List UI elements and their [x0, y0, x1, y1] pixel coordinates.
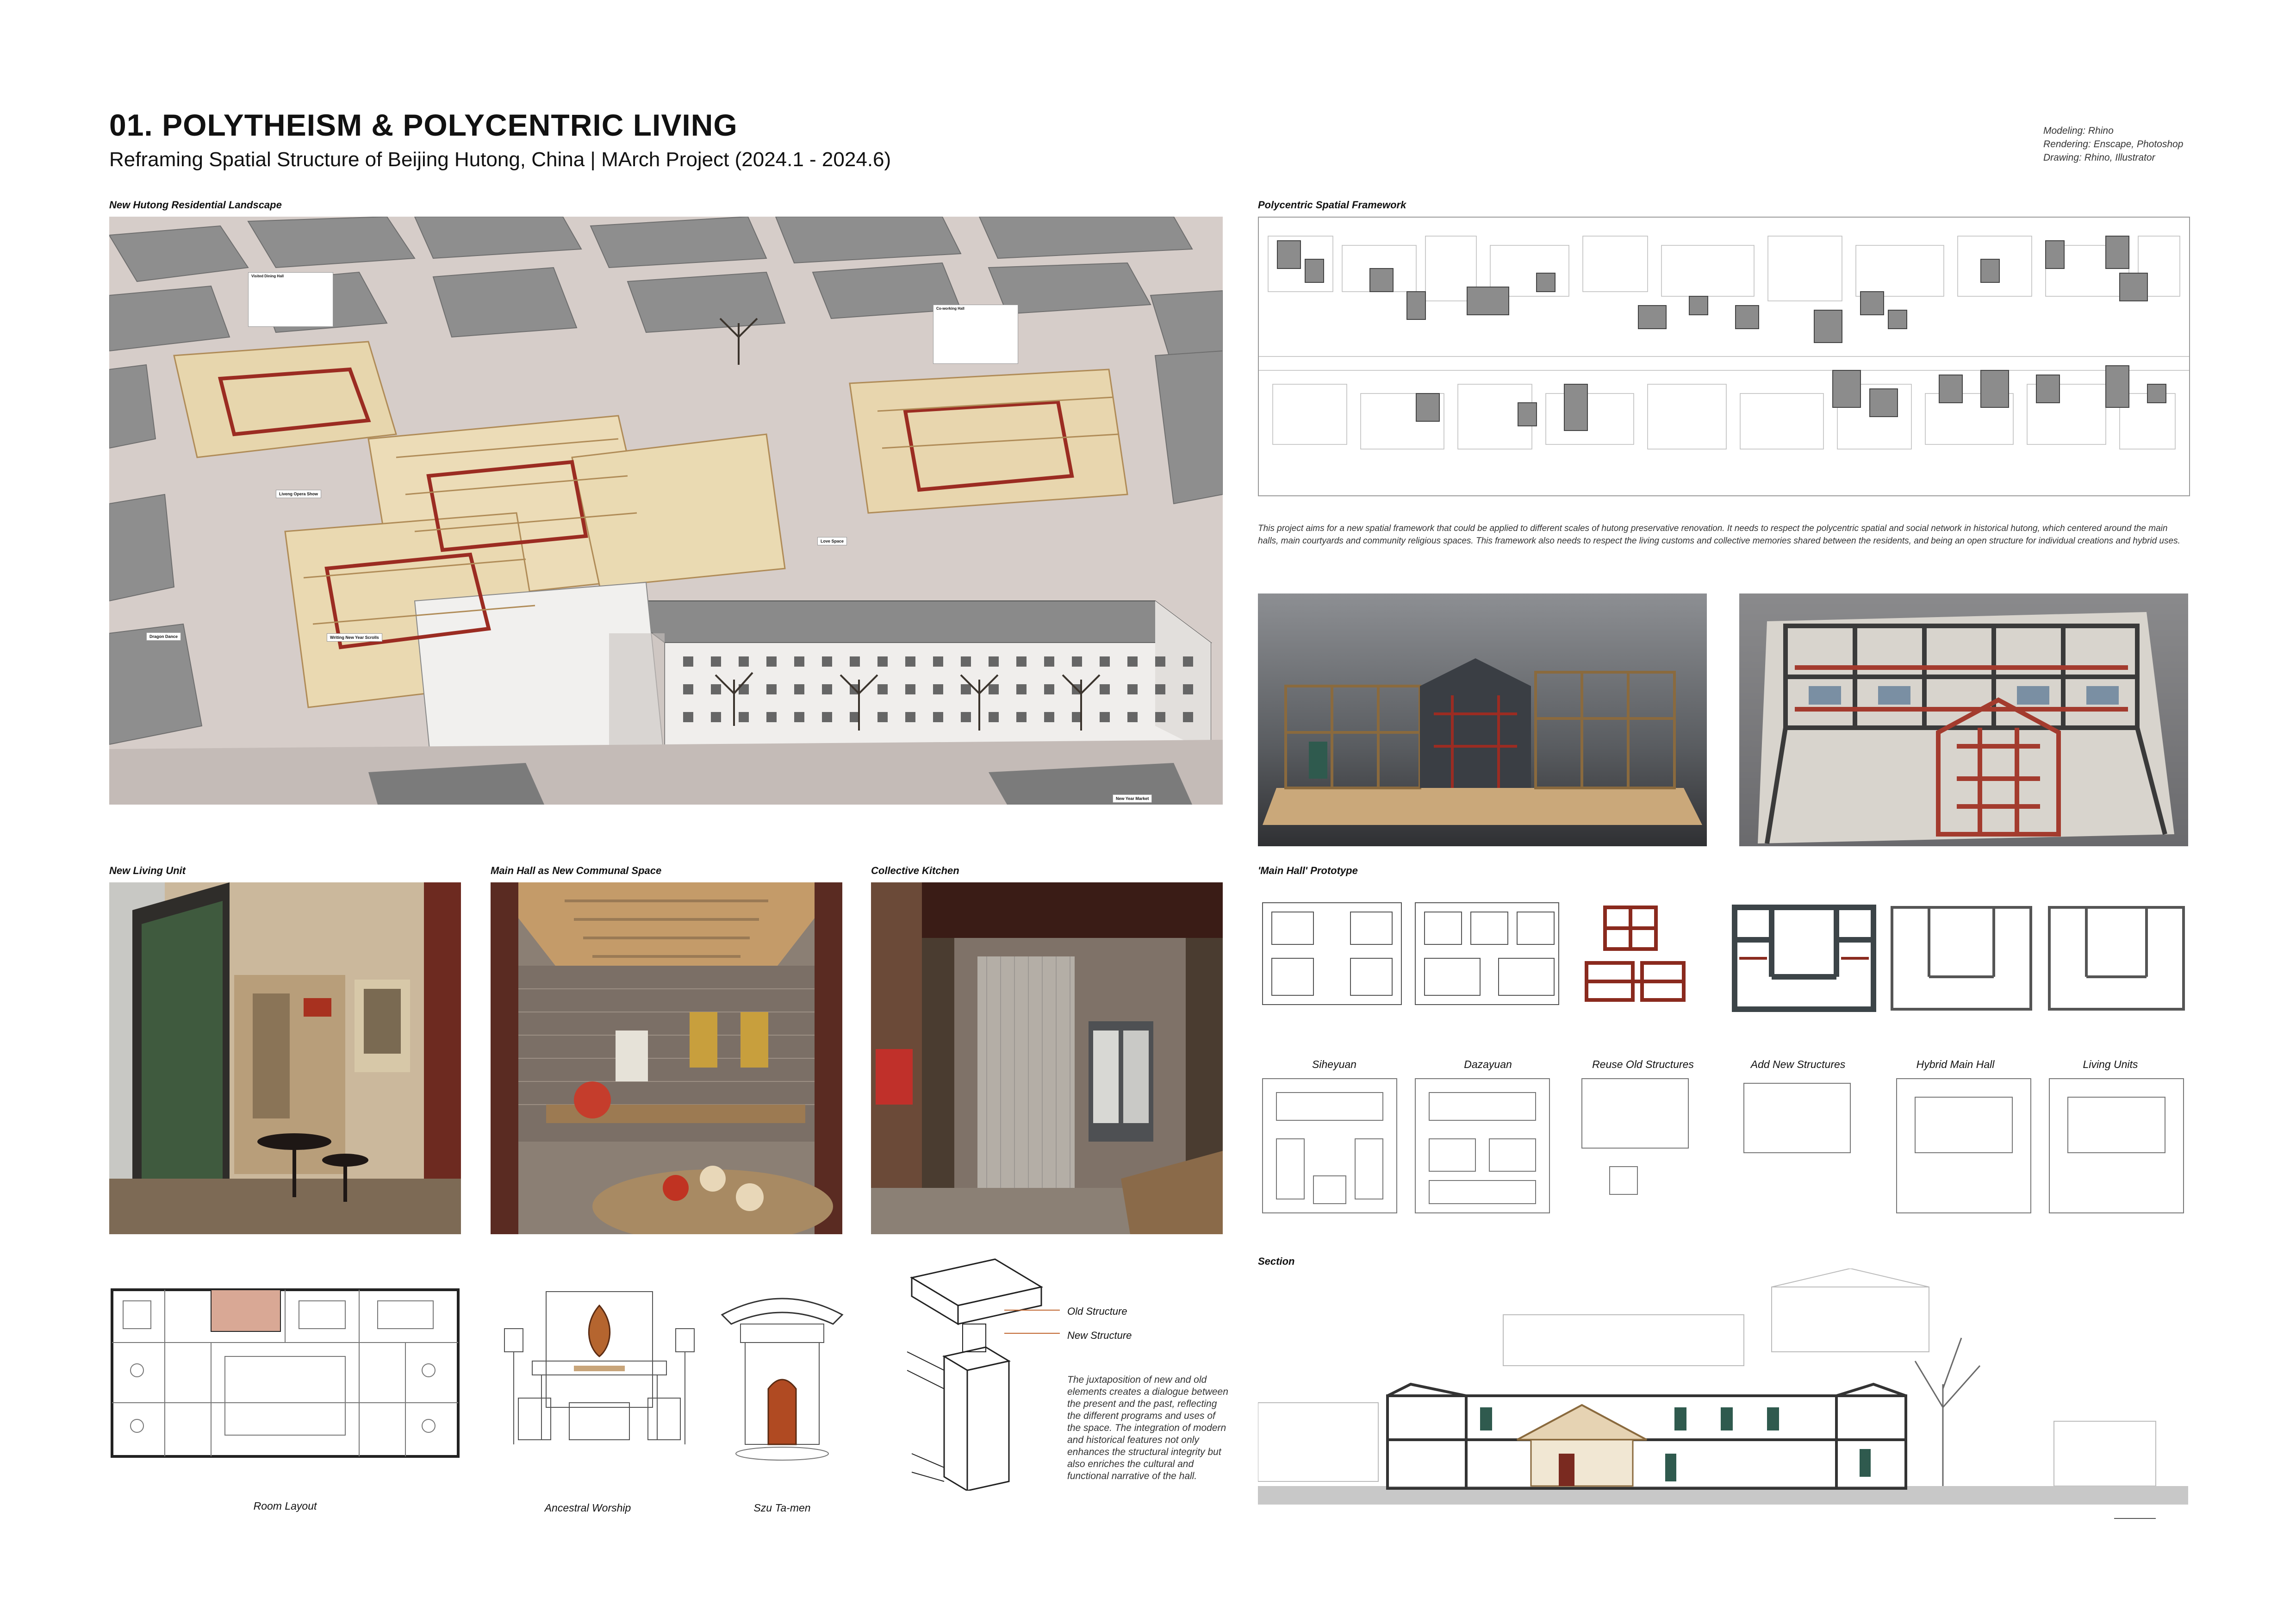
model-photo-axonometric-drawing: [1739, 593, 2188, 846]
room-layout-plan: [109, 1287, 461, 1463]
render-main-hall-drawing: [491, 882, 842, 1234]
page-title: 01. POLYTHEISM & POLYCENTRIC LIVING: [109, 108, 738, 142]
credit-modeling: Modeling: Rhino: [2043, 125, 2114, 136]
label-new-structure: New Structure: [1067, 1330, 1132, 1341]
szu-ta-men-drawing: [713, 1273, 852, 1468]
caption-section: Section: [1258, 1255, 1295, 1267]
caption-prototype: 'Main Hall' Prototype: [1258, 865, 1358, 876]
szu-ta-men-svg: [713, 1273, 852, 1468]
page-subtitle: Reframing Spatial Structure of Beijing Hutong, China | MArch Project (2024.1 - 2024.6): [109, 148, 891, 171]
callout-new-year-market: New Year Market: [1113, 794, 1152, 803]
model-photo-section: [1258, 593, 1707, 846]
render-collective-kitchen-drawing: [871, 882, 1223, 1234]
framework-plan-drawing: [1259, 218, 2189, 495]
ancestral-worship-svg: [491, 1273, 708, 1468]
callout-dragon-dance: Dragon Dance: [146, 632, 181, 641]
label-ancestral-worship: Ancestral Worship: [544, 1502, 631, 1514]
caption-main-hall: Main Hall as New Communal Space: [491, 865, 662, 876]
label-room-layout: Room Layout: [253, 1500, 317, 1512]
prototype-label-reuse: Reuse Old Structures: [1592, 1058, 1694, 1070]
credit-rendering: Rendering: Enscape, Photoshop: [2043, 139, 2184, 150]
prototype-label-hybrid: Hybrid Main Hall: [1916, 1058, 1995, 1070]
label-szu-ta-men: Szu Ta-men: [753, 1502, 811, 1514]
render-living-unit-drawing: [109, 882, 461, 1234]
building-section: [1258, 1268, 2188, 1528]
callout-dining-hall: Visited Dining Hall: [248, 272, 333, 327]
prototype-label-dazayuan: Dazayuan: [1464, 1058, 1512, 1070]
prototype-label-living: Living Units: [2083, 1058, 2138, 1070]
render-main-hall: [491, 882, 842, 1234]
ancestral-worship-drawing: [491, 1273, 708, 1468]
model-photo-axonometric: [1739, 593, 2188, 846]
callout-opera-show: Liveng Opera Show: [276, 490, 321, 498]
callout-writing-scrolls: Writing New Year Scrolls: [327, 633, 382, 642]
prototype-drawings: [1258, 898, 2188, 1218]
juxtaposition-text: The juxtaposition of new and old elements creates a dialogue between the present and the past, reflecting the different programs and uses of the space. The integration of modern and historical features not only enhances the structural integrity but also enriches the cultural and functional narrative of the hall.: [1067, 1374, 1228, 1481]
framework-description: This project aims for a new spatial framework that could be applied to different scales of hutong preservative renovation. It needs to respect the polycentric spatial and social network in historical hutong, which centered around the main halls, main courtyards and community religious spaces. This framework also needs to respect the living customs and collective memories shared between the residents, and being an open structure for individual creations and hybrid uses.: [1258, 524, 2180, 546]
prototype-label-add: Add New Structures: [1750, 1058, 1846, 1070]
caption-living-unit: New Living Unit: [109, 865, 186, 876]
callout-coworking-hall: Co-working Hall: [933, 305, 1018, 364]
caption-framework: Polycentric Spatial Framework: [1258, 199, 1406, 211]
framework-plan: [1258, 217, 2190, 496]
caption-kitchen: Collective Kitchen: [871, 865, 959, 876]
caption-landscape: New Hutong Residential Landscape: [109, 199, 282, 211]
label-old-structure: Old Structure: [1067, 1305, 1127, 1317]
room-layout-plan-drawing: [109, 1287, 461, 1463]
software-credits: [2043, 124, 2183, 164]
prototype-label-siheyuan: Siheyuan: [1312, 1058, 1356, 1070]
prototype-grid: [1258, 898, 2188, 1218]
landscape-axonometric: [109, 217, 1223, 805]
render-living-unit: [109, 882, 461, 1234]
render-collective-kitchen: [871, 882, 1223, 1234]
joint-detail-drawing: [893, 1250, 1060, 1491]
credit-drawing: Drawing: Rhino, Illustrator: [2043, 152, 2155, 163]
callout-love-space: Love Space: [817, 537, 847, 545]
model-photo-section-drawing: [1258, 593, 1707, 846]
building-section-drawing: [1258, 1268, 2188, 1528]
joint-detail-svg: [893, 1250, 1060, 1491]
residential-slab: [609, 601, 1211, 754]
